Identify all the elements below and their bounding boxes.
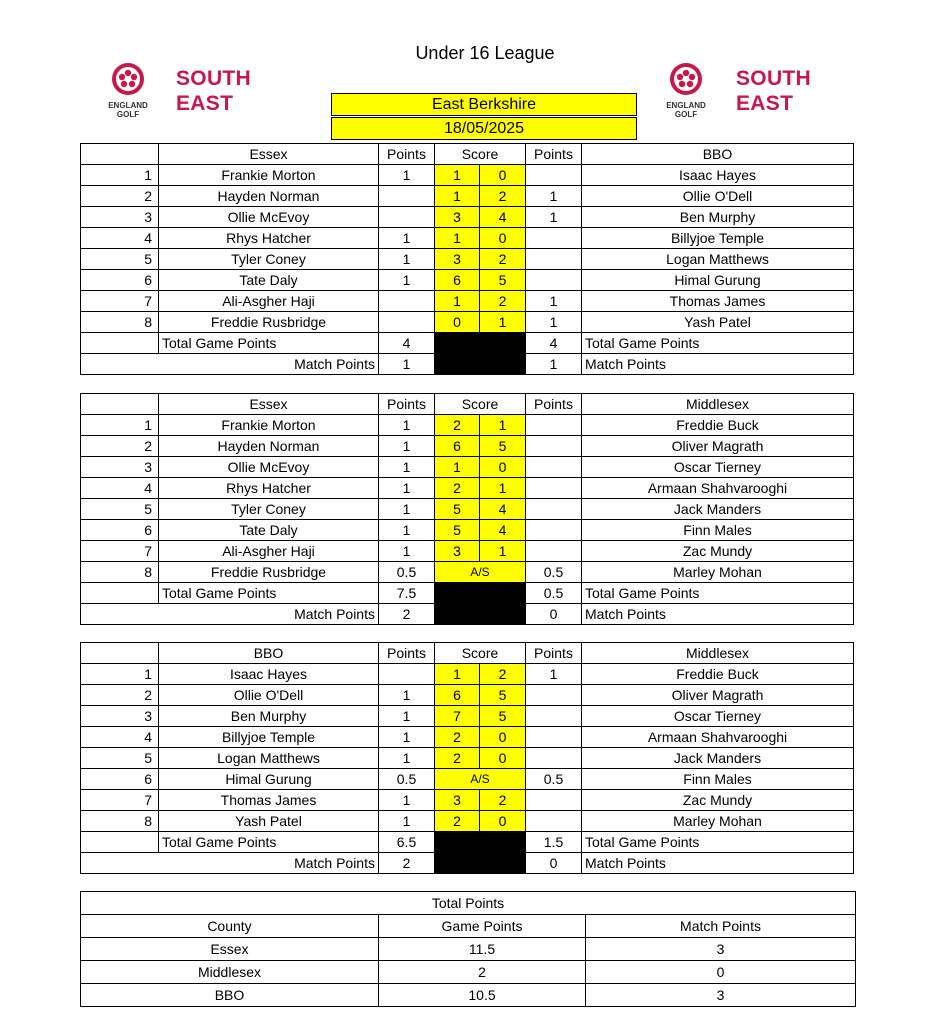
away-player: Freddie Buck xyxy=(582,415,854,436)
away-score: 1 xyxy=(480,541,526,562)
match-row xyxy=(81,457,854,478)
match-number: 5 xyxy=(81,748,159,769)
home-score: 5 xyxy=(435,499,480,520)
away-team-header: Middlesex xyxy=(582,643,854,664)
home-player: Tyler Coney xyxy=(159,499,379,520)
home-player: Hayden Norman xyxy=(159,186,379,207)
home-score: 1 xyxy=(435,165,480,186)
score-header: Score xyxy=(435,643,526,664)
home-player: Ollie O'Dell xyxy=(159,685,379,706)
blank-cell xyxy=(81,144,159,165)
home-points: 1 xyxy=(379,457,435,478)
match-row xyxy=(81,562,854,583)
score-header: Score xyxy=(435,144,526,165)
away-score: 2 xyxy=(480,249,526,270)
away-player: Zac Mundy xyxy=(582,790,854,811)
home-player: Rhys Hatcher xyxy=(159,228,379,249)
away-score: 0 xyxy=(480,811,526,832)
england-golf-crest-icon xyxy=(106,62,156,122)
home-score: 1 xyxy=(435,228,480,249)
blank-cell xyxy=(81,583,159,604)
home-score: 0 xyxy=(435,312,480,333)
home-points xyxy=(379,207,435,228)
away-score: 1 xyxy=(480,312,526,333)
away-player: Isaac Hayes xyxy=(582,165,854,186)
total-game-points-label: Total Game Points xyxy=(159,583,379,604)
home-player: Tate Daly xyxy=(159,270,379,291)
blacked-out-cell xyxy=(435,354,526,375)
total-points-title-row xyxy=(81,892,856,915)
home-match-points: 2 xyxy=(379,853,435,874)
home-points: 1 xyxy=(379,478,435,499)
away-points xyxy=(526,436,582,457)
home-points: 1 xyxy=(379,811,435,832)
match-number: 7 xyxy=(81,541,159,562)
match-row xyxy=(81,748,854,769)
england-golf-crest-icon xyxy=(664,62,714,122)
all-square-score: A/S xyxy=(435,562,526,583)
home-total-game-points: 4 xyxy=(379,333,435,354)
away-points: 1 xyxy=(526,186,582,207)
match-row xyxy=(81,811,854,832)
home-points: 1 xyxy=(379,436,435,457)
match-row xyxy=(81,165,854,186)
match-points-row xyxy=(81,853,854,874)
blacked-out-cell xyxy=(435,832,526,853)
match-number: 3 xyxy=(81,207,159,228)
home-total-game-points: 7.5 xyxy=(379,583,435,604)
away-player: Logan Matthews xyxy=(582,249,854,270)
home-score: 2 xyxy=(435,478,480,499)
home-player: Ali-Asgher Haji xyxy=(159,541,379,562)
county-header: County xyxy=(81,915,379,938)
total-game-points-row xyxy=(81,832,854,853)
home-score: 2 xyxy=(435,415,480,436)
home-points xyxy=(379,664,435,685)
match-points-label: Match Points xyxy=(81,604,379,625)
crest-line-2: GOLF xyxy=(674,110,698,119)
away-total-game-points: 0.5 xyxy=(526,583,582,604)
away-score: 5 xyxy=(480,436,526,457)
home-player: Ollie McEvoy xyxy=(159,207,379,228)
match-row xyxy=(81,664,854,685)
home-score: 2 xyxy=(435,748,480,769)
away-score: 5 xyxy=(480,270,526,291)
away-match-points: 0 xyxy=(526,853,582,874)
away-points xyxy=(526,457,582,478)
home-points-header: Points xyxy=(379,144,435,165)
home-team-header: Essex xyxy=(159,394,379,415)
south-east-logo-right xyxy=(662,62,832,124)
away-player: Jack Manders xyxy=(582,499,854,520)
brand-line-1: SOUTH xyxy=(736,67,811,90)
match-row xyxy=(81,769,854,790)
away-score: 0 xyxy=(480,457,526,478)
away-points xyxy=(526,727,582,748)
home-points: 1 xyxy=(379,541,435,562)
match-number: 8 xyxy=(81,312,159,333)
match-points-value: 3 xyxy=(586,984,856,1007)
match-row xyxy=(81,228,854,249)
match-number: 8 xyxy=(81,811,159,832)
home-player: Ben Murphy xyxy=(159,706,379,727)
match-row xyxy=(81,541,854,562)
away-points: 1 xyxy=(526,664,582,685)
away-player: Oliver Magrath xyxy=(582,685,854,706)
home-total-game-points: 6.5 xyxy=(379,832,435,853)
home-score: 6 xyxy=(435,685,480,706)
away-total-game-points: 4 xyxy=(526,333,582,354)
match-number: 1 xyxy=(81,664,159,685)
home-points xyxy=(379,312,435,333)
away-points xyxy=(526,499,582,520)
match-number: 4 xyxy=(81,228,159,249)
away-score: 0 xyxy=(480,228,526,249)
away-points: 0.5 xyxy=(526,769,582,790)
away-player: Oscar Tierney xyxy=(582,457,854,478)
home-player: Isaac Hayes xyxy=(159,664,379,685)
match-number: 7 xyxy=(81,790,159,811)
match-points-value: 3 xyxy=(586,938,856,961)
match-number: 3 xyxy=(81,457,159,478)
crest-line-1: ENGLAND xyxy=(108,101,148,110)
match-points-value: 0 xyxy=(586,961,856,984)
home-player: Rhys Hatcher xyxy=(159,478,379,499)
home-points: 1 xyxy=(379,727,435,748)
home-team-header: BBO xyxy=(159,643,379,664)
county-name: Essex xyxy=(81,938,379,961)
match-table xyxy=(80,393,854,625)
away-points: 1 xyxy=(526,207,582,228)
home-points-header: Points xyxy=(379,394,435,415)
match-row xyxy=(81,186,854,207)
home-player: Freddie Rusbridge xyxy=(159,562,379,583)
away-points xyxy=(526,811,582,832)
match-header-row xyxy=(81,394,854,415)
away-score: 5 xyxy=(480,706,526,727)
away-player: Finn Males xyxy=(582,769,854,790)
match-row xyxy=(81,207,854,228)
away-points xyxy=(526,790,582,811)
home-player: Logan Matthews xyxy=(159,748,379,769)
crest-line-1: ENGLAND xyxy=(666,101,706,110)
brand-line-2: EAST xyxy=(176,92,234,115)
total-game-points-label: Total Game Points xyxy=(582,583,854,604)
total-points-title: Total Points xyxy=(81,892,856,915)
away-points xyxy=(526,478,582,499)
home-team-header: Essex xyxy=(159,144,379,165)
match-number: 2 xyxy=(81,685,159,706)
total-row xyxy=(81,938,856,961)
home-points: 1 xyxy=(379,520,435,541)
total-game-points-label: Total Game Points xyxy=(582,832,854,853)
home-match-points: 2 xyxy=(379,604,435,625)
away-player: Ollie O'Dell xyxy=(582,186,854,207)
match-points-label: Match Points xyxy=(582,853,854,874)
away-score: 4 xyxy=(480,520,526,541)
away-player: Oliver Magrath xyxy=(582,436,854,457)
away-points-header: Points xyxy=(526,394,582,415)
game-points-value: 11.5 xyxy=(379,938,586,961)
game-points-value: 2 xyxy=(379,961,586,984)
away-points xyxy=(526,228,582,249)
match-row xyxy=(81,249,854,270)
away-points-header: Points xyxy=(526,144,582,165)
venue-box: East Berkshire xyxy=(331,93,637,116)
blacked-out-cell xyxy=(435,604,526,625)
brand-line-1: SOUTH xyxy=(176,67,251,90)
away-points xyxy=(526,249,582,270)
blacked-out-cell xyxy=(435,583,526,604)
page-title: Under 16 League xyxy=(415,43,555,63)
brand-text xyxy=(736,66,811,116)
away-score: 4 xyxy=(480,499,526,520)
away-score: 2 xyxy=(480,291,526,312)
away-points-header: Points xyxy=(526,643,582,664)
match-row xyxy=(81,685,854,706)
home-score: 2 xyxy=(435,811,480,832)
home-player: Yash Patel xyxy=(159,811,379,832)
match-number: 1 xyxy=(81,415,159,436)
match-header-row xyxy=(81,144,854,165)
blacked-out-cell xyxy=(435,853,526,874)
blank-cell xyxy=(81,643,159,664)
match-number: 6 xyxy=(81,270,159,291)
home-score: 3 xyxy=(435,790,480,811)
away-points xyxy=(526,520,582,541)
home-player: Freddie Rusbridge xyxy=(159,312,379,333)
game-points-header: Game Points xyxy=(379,915,586,938)
away-score: 0 xyxy=(480,727,526,748)
away-match-points: 1 xyxy=(526,354,582,375)
away-score: 0 xyxy=(480,165,526,186)
home-points: 1 xyxy=(379,748,435,769)
away-player: Armaan Shahvarooghi xyxy=(582,727,854,748)
home-points xyxy=(379,186,435,207)
home-score: 5 xyxy=(435,520,480,541)
total-game-points-label: Total Game Points xyxy=(582,333,854,354)
away-points xyxy=(526,685,582,706)
match-points-label: Match Points xyxy=(81,354,379,375)
home-score: 1 xyxy=(435,457,480,478)
total-row xyxy=(81,961,856,984)
home-player: Tate Daly xyxy=(159,520,379,541)
home-points: 1 xyxy=(379,249,435,270)
away-total-game-points: 1.5 xyxy=(526,832,582,853)
home-player: Thomas James xyxy=(159,790,379,811)
home-points xyxy=(379,291,435,312)
home-player: Frankie Morton xyxy=(159,165,379,186)
away-points xyxy=(526,270,582,291)
away-team-header: BBO xyxy=(582,144,854,165)
match-row xyxy=(81,478,854,499)
county-name: Middlesex xyxy=(81,961,379,984)
away-player: Marley Mohan xyxy=(582,562,854,583)
away-player: Zac Mundy xyxy=(582,541,854,562)
away-points: 1 xyxy=(526,291,582,312)
away-score: 4 xyxy=(480,207,526,228)
home-points: 1 xyxy=(379,790,435,811)
match-number: 3 xyxy=(81,706,159,727)
away-player: Jack Manders xyxy=(582,748,854,769)
away-player: Oscar Tierney xyxy=(582,706,854,727)
away-player: Himal Gurung xyxy=(582,270,854,291)
match-number: 6 xyxy=(81,520,159,541)
total-game-points-label: Total Game Points xyxy=(159,333,379,354)
match-number: 4 xyxy=(81,478,159,499)
away-score: 1 xyxy=(480,478,526,499)
match-number: 4 xyxy=(81,727,159,748)
away-points xyxy=(526,748,582,769)
blank-cell xyxy=(81,832,159,853)
blank-cell xyxy=(81,333,159,354)
home-score: 6 xyxy=(435,270,480,291)
crest-line-2: GOLF xyxy=(116,110,140,119)
away-score: 5 xyxy=(480,685,526,706)
away-points: 1 xyxy=(526,312,582,333)
match-table xyxy=(80,143,854,375)
home-score: 1 xyxy=(435,186,480,207)
home-score: 3 xyxy=(435,207,480,228)
home-player: Ollie McEvoy xyxy=(159,457,379,478)
match-number: 7 xyxy=(81,291,159,312)
match-points-label: Match Points xyxy=(582,354,854,375)
away-team-header: Middlesex xyxy=(582,394,854,415)
match-row xyxy=(81,520,854,541)
home-match-points: 1 xyxy=(379,354,435,375)
match-row xyxy=(81,291,854,312)
away-score: 0 xyxy=(480,748,526,769)
home-points: 0.5 xyxy=(379,562,435,583)
match-points-header: Match Points xyxy=(586,915,856,938)
home-score: 3 xyxy=(435,541,480,562)
match-points-label: Match Points xyxy=(582,604,854,625)
away-match-points: 0 xyxy=(526,604,582,625)
away-score: 2 xyxy=(480,186,526,207)
match-header-row xyxy=(81,643,854,664)
home-score: 6 xyxy=(435,436,480,457)
away-points: 0.5 xyxy=(526,562,582,583)
south-east-logo-left xyxy=(104,62,274,124)
home-points: 1 xyxy=(379,270,435,291)
match-row xyxy=(81,706,854,727)
match-row xyxy=(81,270,854,291)
home-points: 1 xyxy=(379,228,435,249)
blank-cell xyxy=(81,394,159,415)
total-row xyxy=(81,984,856,1007)
score-header: Score xyxy=(435,394,526,415)
home-points: 1 xyxy=(379,706,435,727)
match-number: 2 xyxy=(81,436,159,457)
game-points-value: 10.5 xyxy=(379,984,586,1007)
away-player: Thomas James xyxy=(582,291,854,312)
date-box: 18/05/2025 xyxy=(331,117,637,140)
away-score: 1 xyxy=(480,415,526,436)
away-player: Yash Patel xyxy=(582,312,854,333)
home-player: Tyler Coney xyxy=(159,249,379,270)
home-points: 1 xyxy=(379,685,435,706)
away-points xyxy=(526,165,582,186)
away-score: 2 xyxy=(480,790,526,811)
match-number: 5 xyxy=(81,249,159,270)
away-player: Finn Males xyxy=(582,520,854,541)
home-score: 1 xyxy=(435,291,480,312)
match-points-row xyxy=(81,354,854,375)
match-row xyxy=(81,436,854,457)
match-row xyxy=(81,790,854,811)
total-points-header-row xyxy=(81,915,856,938)
home-points-header: Points xyxy=(379,643,435,664)
home-score: 3 xyxy=(435,249,480,270)
match-table xyxy=(80,642,854,874)
away-player: Marley Mohan xyxy=(582,811,854,832)
home-player: Frankie Morton xyxy=(159,415,379,436)
match-points-row xyxy=(81,604,854,625)
home-player: Billyjoe Temple xyxy=(159,727,379,748)
match-row xyxy=(81,727,854,748)
home-score: 2 xyxy=(435,727,480,748)
home-score: 1 xyxy=(435,664,480,685)
blacked-out-cell xyxy=(435,333,526,354)
match-number: 8 xyxy=(81,562,159,583)
home-player: Himal Gurung xyxy=(159,769,379,790)
match-points-label: Match Points xyxy=(81,853,379,874)
home-player: Hayden Norman xyxy=(159,436,379,457)
match-number: 1 xyxy=(81,165,159,186)
all-square-score: A/S xyxy=(435,769,526,790)
home-points: 0.5 xyxy=(379,769,435,790)
match-number: 2 xyxy=(81,186,159,207)
away-points xyxy=(526,706,582,727)
home-player: Ali-Asgher Haji xyxy=(159,291,379,312)
home-points: 1 xyxy=(379,499,435,520)
total-game-points-row xyxy=(81,333,854,354)
away-points xyxy=(526,415,582,436)
away-player: Armaan Shahvarooghi xyxy=(582,478,854,499)
away-points xyxy=(526,541,582,562)
match-row xyxy=(81,415,854,436)
match-row xyxy=(81,499,854,520)
away-score: 2 xyxy=(480,664,526,685)
total-points-table xyxy=(80,891,856,1007)
total-game-points-label: Total Game Points xyxy=(159,832,379,853)
home-points: 1 xyxy=(379,415,435,436)
brand-line-2: EAST xyxy=(736,92,794,115)
match-number: 6 xyxy=(81,769,159,790)
away-player: Ben Murphy xyxy=(582,207,854,228)
away-player: Billyjoe Temple xyxy=(582,228,854,249)
home-points: 1 xyxy=(379,165,435,186)
away-player: Freddie Buck xyxy=(582,664,854,685)
match-row xyxy=(81,312,854,333)
brand-text xyxy=(176,66,251,116)
total-game-points-row xyxy=(81,583,854,604)
match-number: 5 xyxy=(81,499,159,520)
home-score: 7 xyxy=(435,706,480,727)
county-name: BBO xyxy=(81,984,379,1007)
